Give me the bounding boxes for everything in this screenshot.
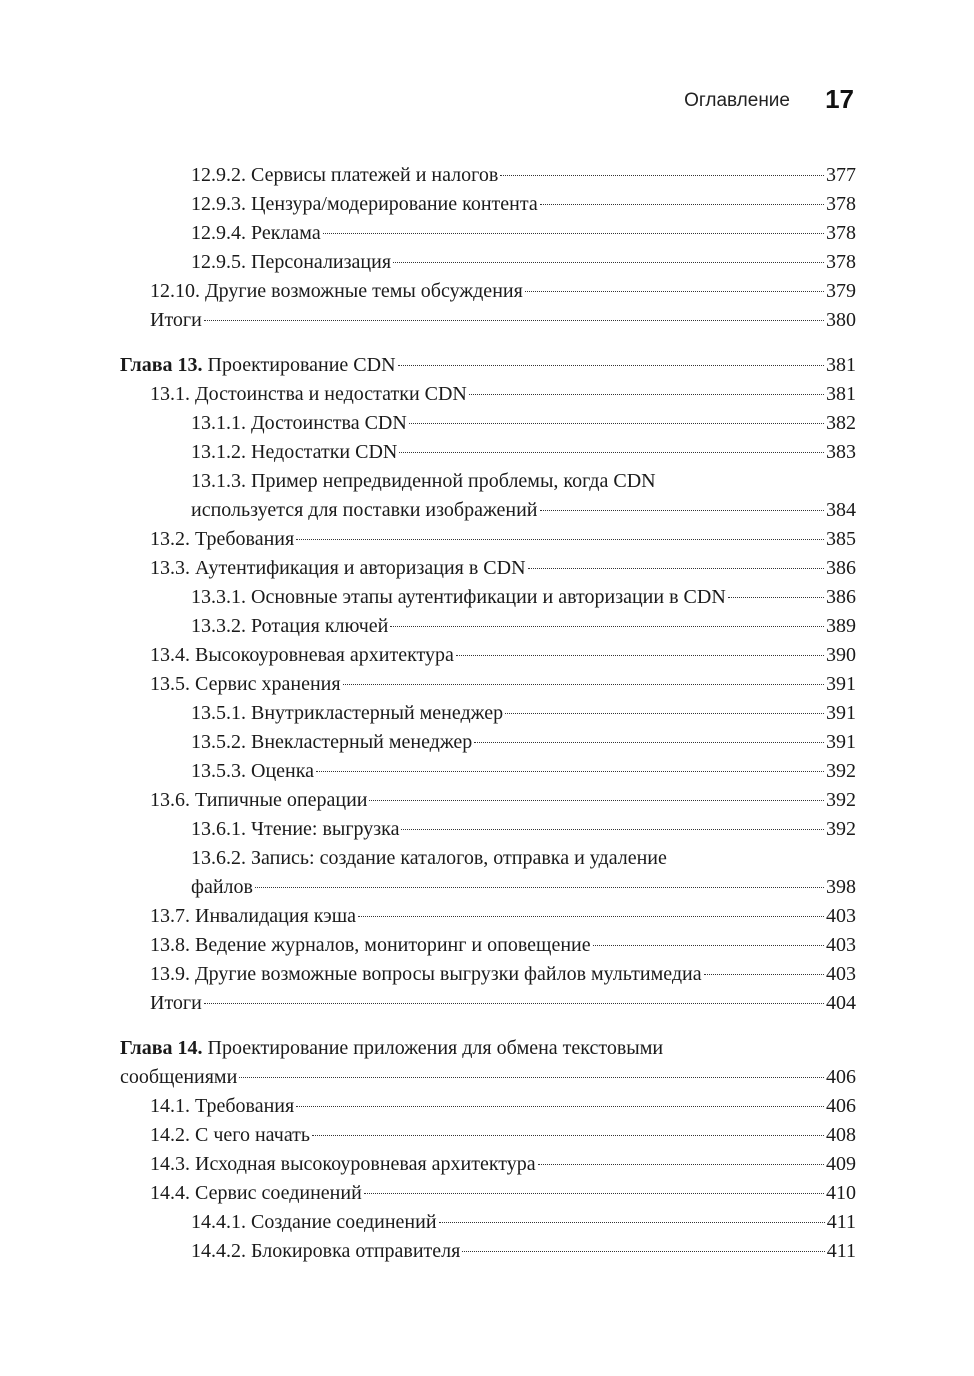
toc-entry-page: 385	[826, 528, 856, 550]
toc-chapter-entry[interactable]	[120, 351, 856, 380]
toc-entry[interactable]	[150, 786, 856, 815]
toc-entry[interactable]	[191, 161, 856, 190]
dot-leader	[398, 365, 824, 366]
toc-entry-page: 380	[826, 309, 856, 331]
dot-leader	[593, 945, 824, 946]
toc-entry[interactable]	[191, 219, 856, 248]
toc-entry[interactable]	[150, 931, 856, 960]
toc-entry[interactable]	[191, 1208, 856, 1237]
toc-entry-title: Проектирование CDN	[207, 354, 396, 376]
toc-entry-title-continued: файлов	[191, 876, 253, 898]
toc-entry-page: 411	[826, 1211, 856, 1233]
dot-leader	[439, 1222, 825, 1223]
running-header-title: Оглавление	[684, 90, 790, 111]
toc-entry-page: 378	[826, 251, 856, 273]
dot-leader	[296, 539, 824, 540]
table-of-contents	[0, 161, 974, 1266]
toc-entry-title-continued: сообщениями	[120, 1066, 238, 1088]
toc-entry-page: 391	[826, 673, 856, 695]
toc-entry-title: 13.9. Другие возможные вопросы выгрузки файлов мультимедиа	[150, 963, 702, 985]
dot-leader	[390, 626, 824, 627]
toc-entry-title: 14.2. С чего начать	[150, 1124, 311, 1146]
toc-entry-title: 12.9.3. Цензура/модерирование контента	[191, 193, 538, 215]
toc-entry[interactable]	[191, 815, 856, 844]
toc-entry-page: 411	[826, 1240, 856, 1262]
toc-entry-page: 406	[826, 1095, 856, 1117]
toc-entry[interactable]	[191, 467, 856, 525]
toc-entry-page: 389	[826, 615, 856, 637]
toc-entry-title: 13.5.1. Внутрикластерный менеджер	[191, 702, 504, 724]
toc-entry-title: Итоги	[150, 309, 202, 331]
toc-entry-title: 13.4. Высокоуровневая архитектура	[150, 644, 454, 666]
toc-entry-page: 390	[826, 644, 856, 666]
toc-entry[interactable]	[191, 190, 856, 219]
toc-entry-page: 384	[826, 499, 856, 521]
dot-leader	[399, 452, 824, 453]
dot-leader	[358, 916, 824, 917]
toc-entry[interactable]	[150, 670, 856, 699]
dot-leader	[369, 800, 824, 801]
toc-entry-title-continued: используется для поставки изображений	[191, 499, 538, 521]
toc-entry-page: 403	[826, 905, 856, 927]
toc-entry-title: 12.9.5. Персонализация	[191, 251, 392, 273]
toc-entry-page: 377	[826, 164, 856, 186]
dot-leader	[296, 1106, 824, 1107]
toc-entry[interactable]	[150, 960, 856, 989]
toc-entry-title: 14.4.2. Блокировка отправителя	[191, 1240, 461, 1262]
toc-entry-title: 13.5.2. Внекластерный менеджер	[191, 731, 473, 753]
toc-entry-page: 391	[826, 702, 856, 724]
toc-entry-title: 13.1.3. Пример непредвиденной проблемы, когда CDN	[191, 470, 656, 492]
toc-entry-page: 392	[826, 760, 856, 782]
toc-entry[interactable]	[150, 1179, 856, 1208]
chapter-label: Глава 14.	[120, 1037, 203, 1059]
toc-entry-title: 13.2. Требования	[150, 528, 295, 550]
dot-leader	[343, 684, 824, 685]
toc-entry-page: 392	[826, 818, 856, 840]
toc-entry[interactable]	[150, 641, 856, 670]
dot-leader	[540, 510, 824, 511]
toc-entry[interactable]	[191, 699, 856, 728]
toc-entry[interactable]	[150, 902, 856, 931]
dot-leader	[704, 974, 824, 975]
dot-leader	[255, 887, 824, 888]
toc-entry-title: 13.6.2. Запись: создание каталогов, отправка и удаление	[191, 847, 667, 869]
dot-leader	[393, 262, 824, 263]
toc-entry[interactable]	[150, 525, 856, 554]
toc-entry[interactable]	[191, 728, 856, 757]
toc-entry-page: 382	[826, 412, 856, 434]
toc-entry-page: 409	[826, 1153, 856, 1175]
toc-entry-page: 386	[826, 586, 856, 608]
toc-entry[interactable]	[191, 612, 856, 641]
toc-chapter-entry[interactable]	[120, 1034, 856, 1092]
toc-entry[interactable]	[150, 1092, 856, 1121]
toc-entry-title: 14.4. Сервис соединений	[150, 1182, 362, 1204]
toc-entry-page: 398	[826, 876, 856, 898]
toc-entry[interactable]	[191, 438, 856, 467]
toc-entry-title: 14.4.1. Создание соединений	[191, 1211, 437, 1233]
toc-entry-page: 381	[826, 354, 856, 376]
toc-entry-title: 13.1.1. Достоинства CDN	[191, 412, 407, 434]
dot-leader	[525, 291, 824, 292]
toc-entry-title: 14.1. Требования	[150, 1095, 295, 1117]
dot-leader	[538, 1164, 824, 1165]
chapter-label: Глава 13.	[120, 354, 203, 376]
toc-entry-page: 404	[826, 992, 856, 1014]
toc-entry-title: 13.5. Сервис хранения	[150, 673, 341, 695]
toc-entry-title: Итоги	[150, 992, 202, 1014]
dot-leader	[316, 771, 824, 772]
dot-leader	[364, 1193, 824, 1194]
toc-entry-page: 378	[826, 193, 856, 215]
dot-leader	[312, 1135, 824, 1136]
toc-entry-title: 13.6.1. Чтение: выгрузка	[191, 818, 400, 840]
dot-leader	[462, 1251, 824, 1252]
dot-leader	[456, 655, 824, 656]
toc-entry[interactable]	[150, 277, 856, 306]
toc-entry-page: 378	[826, 222, 856, 244]
toc-entry-title: 13.7. Инвалидация кэша	[150, 905, 357, 927]
toc-entry-page: 386	[826, 557, 856, 579]
toc-entry-page: 408	[826, 1124, 856, 1146]
toc-entry[interactable]	[191, 844, 856, 902]
dot-leader	[239, 1077, 824, 1078]
dot-leader	[204, 1003, 824, 1004]
dot-leader	[728, 597, 824, 598]
toc-entry[interactable]	[191, 757, 856, 786]
dot-leader	[474, 742, 824, 743]
toc-entry-title: 13.8. Ведение журналов, мониторинг и оповещение	[150, 934, 591, 956]
dot-leader	[401, 829, 824, 830]
toc-entry[interactable]	[191, 248, 856, 277]
toc-entry-page: 381	[826, 383, 856, 405]
toc-entry[interactable]	[150, 380, 856, 409]
toc-entry-title: 14.3. Исходная высокоуровневая архитектура	[150, 1153, 536, 1175]
toc-entry[interactable]	[150, 1150, 856, 1179]
toc-entry-title: 13.3.2. Ротация ключей	[191, 615, 389, 637]
dot-leader	[204, 320, 824, 321]
dot-leader	[323, 233, 824, 234]
toc-entry-title: 12.9.2. Сервисы платежей и налогов	[191, 164, 499, 186]
dot-leader	[409, 423, 824, 424]
dot-leader	[528, 568, 824, 569]
toc-entry-title: 13.3.1. Основные этапы аутентификации и авторизации в CDN	[191, 586, 726, 608]
toc-entry-title: 12.10. Другие возможные темы обсуждения	[150, 280, 523, 302]
toc-entry-page: 379	[826, 280, 856, 302]
toc-entry-page: 406	[826, 1066, 856, 1088]
toc-entry-title: 13.6. Типичные операции	[150, 789, 368, 811]
toc-entry-page: 383	[826, 441, 856, 463]
toc-entry[interactable]	[191, 583, 856, 612]
toc-entry[interactable]	[150, 989, 856, 1018]
toc-entry-page: 391	[826, 731, 856, 753]
toc-entry-page: 410	[826, 1182, 856, 1204]
dot-leader	[505, 713, 824, 714]
toc-entry[interactable]	[150, 554, 856, 583]
dot-leader	[469, 394, 824, 395]
toc-entry-title: Проектирование приложения для обмена текстовыми	[207, 1037, 664, 1059]
toc-entry-title: 13.5.3. Оценка	[191, 760, 315, 782]
page-number: 17	[825, 84, 854, 114]
toc-entry-title: 12.9.4. Реклама	[191, 222, 321, 244]
toc-entry-title: 13.3. Аутентификация и авторизация в CDN	[150, 557, 526, 579]
toc-entry[interactable]	[191, 409, 856, 438]
toc-entry-page: 403	[826, 934, 856, 956]
toc-entry-page: 403	[826, 963, 856, 985]
toc-entry-title: 13.1. Достоинства и недостатки CDN	[150, 383, 467, 405]
toc-entry-page: 392	[826, 789, 856, 811]
toc-entry[interactable]	[150, 1121, 856, 1150]
toc-entry-title: 13.1.2. Недостатки CDN	[191, 441, 398, 463]
dot-leader	[500, 175, 824, 176]
dot-leader	[540, 204, 824, 205]
toc-entry[interactable]	[191, 1237, 856, 1266]
toc-entry[interactable]	[150, 306, 856, 335]
